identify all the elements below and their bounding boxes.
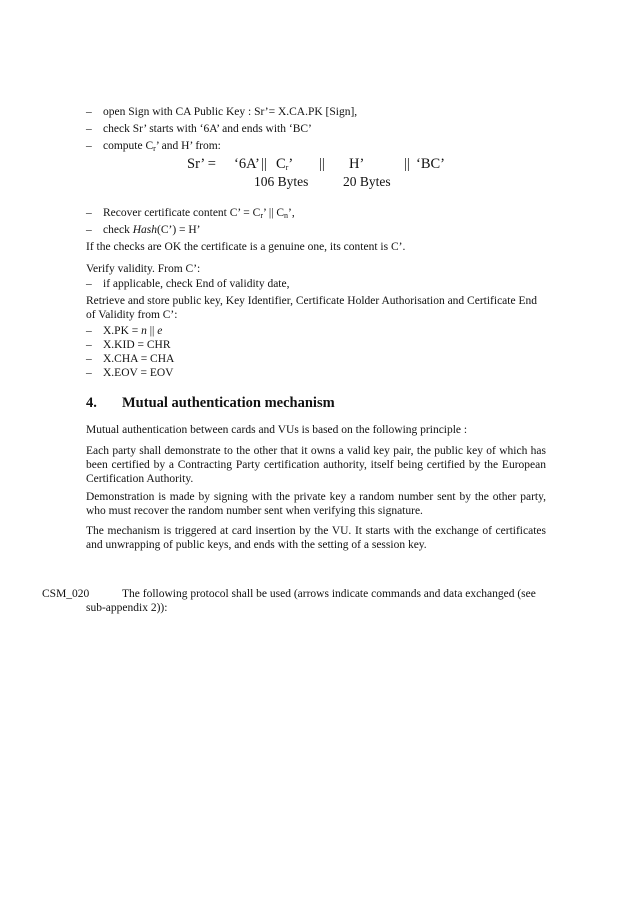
- recover-steps: [86, 206, 546, 237]
- paragraph-principle: Mutual authentication between cards and VUs is based on the following principle :: [86, 424, 468, 436]
- verification-steps: [86, 105, 546, 153]
- section-heading: 4. Mutual authentication mechanism: [86, 395, 335, 411]
- assign-pk: – X.PK = n || e: [86, 325, 163, 337]
- verify-validity-text: Verify validity. From C’:: [86, 263, 201, 275]
- step-check-hash: – check Hash(C’) = H’: [86, 224, 201, 236]
- paragraph-demonstration: Demonstration is made by signing with the private key a random number sent by the other party, who must recover the random number sent when verifying this signature.: [86, 491, 546, 517]
- checks-ok-text: If the checks are OK the certificate is a genuine one, its content is C’.: [86, 241, 406, 253]
- requirement-id: CSM_020: [42, 588, 90, 600]
- validity-section: [86, 262, 546, 291]
- requirement-text: The following protocol shall be used (arrows indicate commands and data exchanged (see sub-appendix 2)):: [86, 588, 536, 614]
- signature-formula: Sr’ = ‘6A’ || $C_r$’ || H’ || ‘BC’: [187, 156, 445, 172]
- step-compute: – compute $C_r$’ and H’ from:: [86, 140, 221, 153]
- assign-kid: – X.KID = CHR: [86, 339, 171, 351]
- retrieve-text: Retrieve and store public key, Key Identifier, Certificate Holder Authorisation and Certificate End of Validity from C’:: [86, 295, 537, 321]
- cr-size-label: 106 Bytes: [254, 174, 309, 189]
- paragraph-mechanism: The mechanism is triggered at card insertion by the VU. It starts with the exchange of certificates and unwrapping of public keys, and ends with the setting of a session key.: [86, 525, 546, 551]
- paragraph-key-pair: Each party shall demonstrate to the other that it owns a valid key pair, the public key of which has been certified by a Contracting Party certification authority, itself being certified by the European Certification Authority.: [86, 445, 546, 485]
- formula-cr: $C_r$’: [276, 156, 294, 172]
- h-size-label: 20 Bytes: [343, 174, 391, 189]
- step-check-sr: – check Sr’ starts with ‘6A’ and ends with ‘BC’: [86, 123, 312, 135]
- assign-cha: – X.CHA = CHA: [86, 353, 175, 365]
- assignment-list: [86, 324, 546, 380]
- step-open-sign: – open Sign with CA Public Key : Sr’= X.CA.PK [Sign],: [86, 106, 358, 118]
- assign-eov: – X.EOV = EOV: [86, 367, 174, 379]
- validity-item: – if applicable, check End of validity date,: [86, 278, 290, 290]
- step-recover: – Recover certificate content C’ = $C_r$’ || $C_n$’,: [86, 207, 295, 220]
